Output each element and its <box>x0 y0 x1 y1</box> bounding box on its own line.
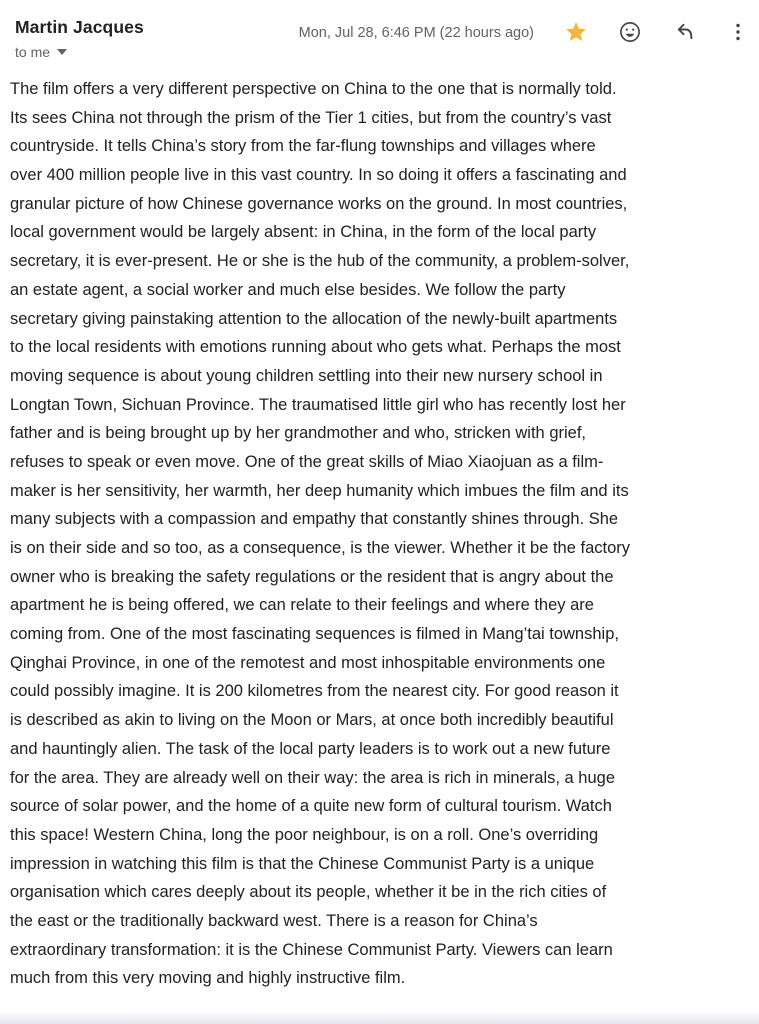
body-line: secretary, it is ever-present. He or she is the hub of the community, a problem-solver, <box>10 252 630 271</box>
email-body <box>0 75 759 993</box>
body-line: the east or the traditionally backward west. There is a reason for China’s <box>10 911 538 930</box>
body-line: granular picture of how Chinese governance works on the ground. In most countries, <box>10 194 628 213</box>
body-line: is on their side and so too, as a consequence, is the viewer. Whether it be the factory <box>10 539 631 557</box>
body-line: Longtan Town, Sichuan Province. The traumatised little girl who has recently lost her <box>10 395 626 414</box>
body-line: extraordinary transformation: it is the Chinese Communist Party. Viewers can learn <box>10 940 613 959</box>
chevron-down-icon[interactable] <box>57 49 67 55</box>
star-button[interactable] <box>564 21 588 45</box>
body-line: coming from. One of the most fascinating sequences is filmed in Mang’tai township, <box>10 625 619 644</box>
body-line: for the area. They are already well on their way: the area is rich in minerals, a huge <box>10 768 616 787</box>
body-line: father and is being brought up by her grandmother and who, stricken with grief, <box>10 424 587 443</box>
emoji-reaction-icon <box>618 20 642 47</box>
body-line: Its sees China not through the prism of the Tier 1 cities, but from the country’s vast <box>10 108 612 127</box>
more-options-button[interactable] <box>726 21 750 45</box>
star-icon <box>564 20 588 47</box>
reply-icon <box>672 20 696 47</box>
body-line: an estate agent, a social worker and much else besides. We follow the party <box>10 280 566 299</box>
recipient-label: to me <box>15 44 51 60</box>
body-line: local government would be largely absent: in China, in the form of the local party <box>10 223 597 242</box>
recipient-details-toggle[interactable] <box>15 44 67 60</box>
body-line: countryside. It tells China’s story from the far-flung townships and villages where <box>10 137 596 156</box>
bottom-divider <box>0 1011 759 1024</box>
header-meta <box>299 21 750 45</box>
body-line: Qinghai Province, in one of the remotest and most inhospitable environments one <box>10 653 606 672</box>
body-line: organisation which cares deeply about its people, whether it be in the rich cities of <box>10 883 607 902</box>
body-line: could possibly imagine. It is 200 kilometres from the nearest city. For good reason it <box>10 682 619 701</box>
reply-button[interactable] <box>672 21 696 45</box>
body-line: The film offers a very different perspective on China to the one that is normally told. <box>10 80 617 98</box>
email-header <box>0 0 759 60</box>
emoji-reaction-button[interactable] <box>618 21 642 45</box>
body-line: source of solar power, and the home of a quite new form of cultural tourism. Watch <box>10 797 612 816</box>
body-line: apartment he is being offered, we can relate to their feelings and where they are <box>10 596 594 615</box>
body-line: many subjects with a compassion and empathy that constantly shines through. She <box>10 510 619 529</box>
sender-block <box>15 16 144 60</box>
body-line: owner who is breaking the safety regulations or the resident that is angry about the <box>10 567 614 586</box>
body-line: to the local residents with emotions running about who gets what. Perhaps the most <box>10 338 621 357</box>
body-line: secretary giving painstaking attention to the allocation of the newly-built apartments <box>10 309 618 328</box>
body-line: maker is her sensitivity, her warmth, her deep humanity which imbues the film and its <box>10 481 629 500</box>
header-actions <box>564 21 750 45</box>
body-line: impression in watching this film is that the Chinese Communist Party is a unique <box>10 854 595 873</box>
body-line: and hauntingly alien. The task of the local party leaders is to work out a new future <box>10 739 611 758</box>
body-line: much from this very moving and highly instructive film. <box>10 969 406 988</box>
body-line: over 400 million people live in this vast country. In so doing it offers a fascinating and <box>10 166 627 185</box>
body-line: moving sequence is about young children settling into their new nursery school in <box>10 366 603 385</box>
body-line: refuses to speak or even move. One of the great skills of Miao Xiaojuan as a film- <box>10 452 604 471</box>
body-line: is described as akin to living on the Moon or Mars, at once both incredibly beautiful <box>10 711 614 730</box>
more-options-icon <box>726 20 750 47</box>
sender-name: Martin Jacques <box>15 17 144 37</box>
timestamp: Mon, Jul 28, 6:46 PM (22 hours ago) <box>298 25 534 41</box>
body-line: this space! Western China, long the poor neighbour, is on a roll. One’s overriding <box>10 825 599 844</box>
